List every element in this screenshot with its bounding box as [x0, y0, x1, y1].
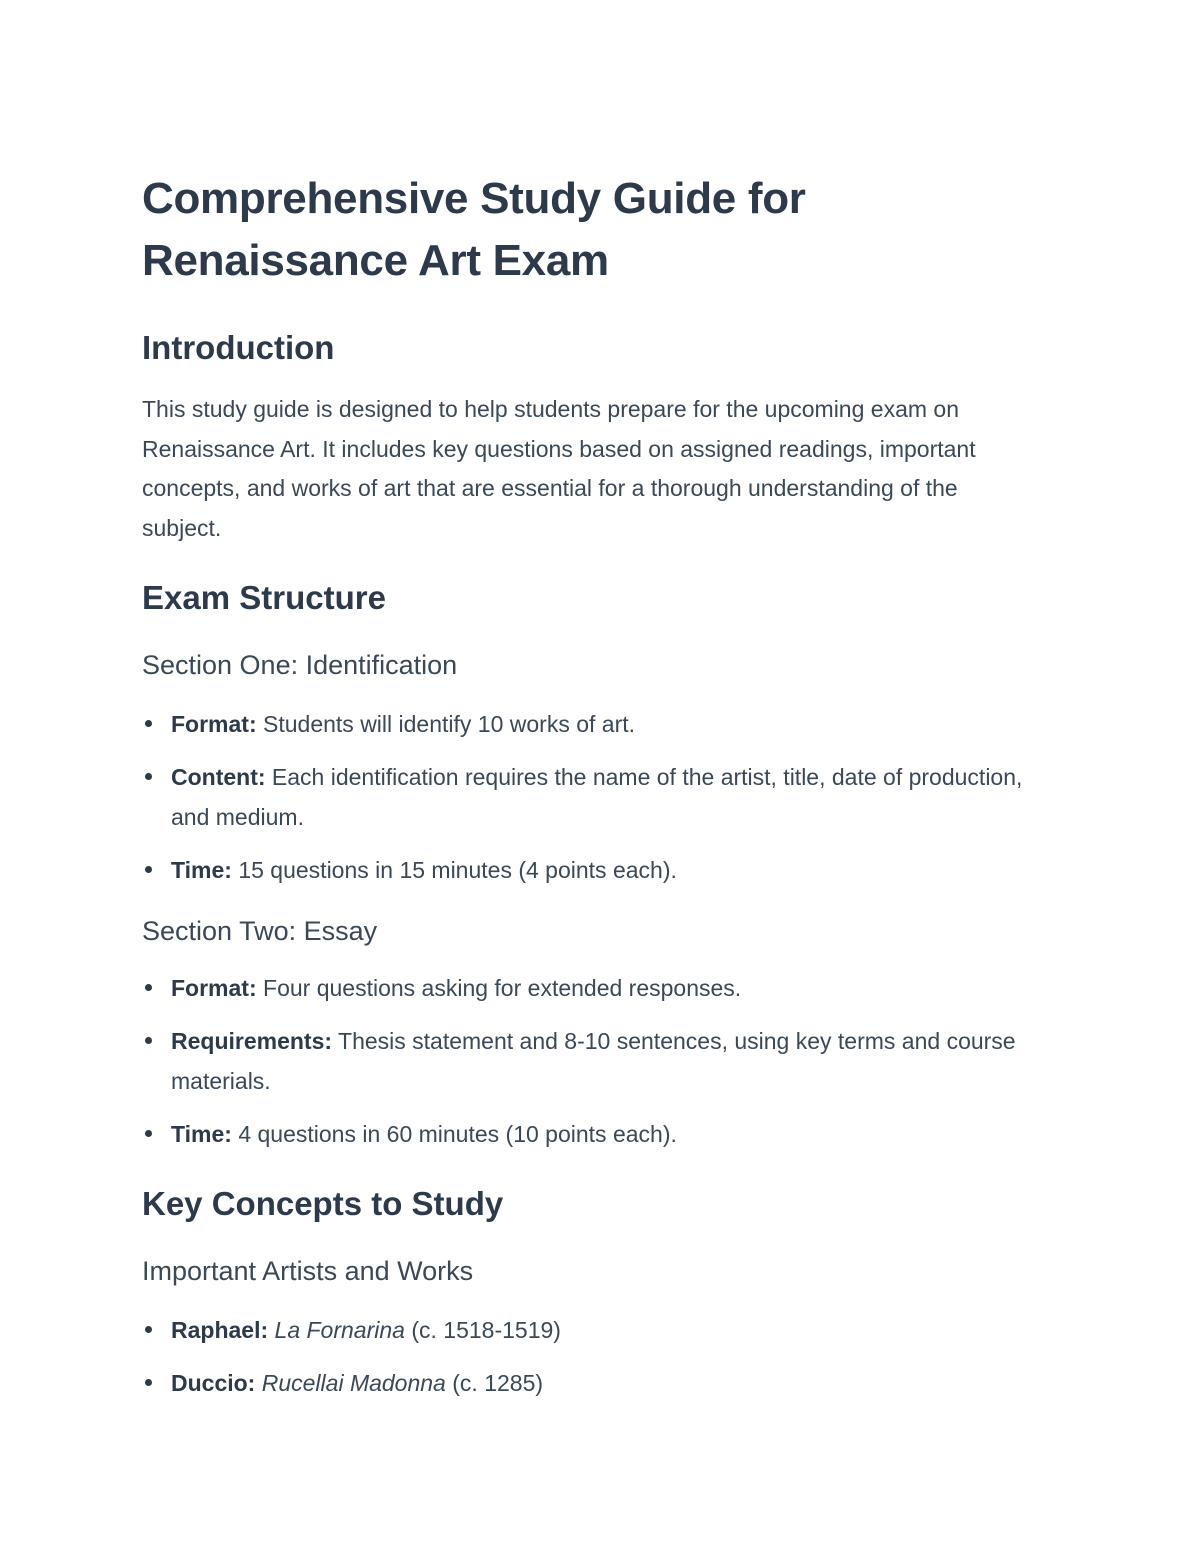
- document-page: [142, 168, 1042, 1403]
- item-label: Time:: [171, 1121, 232, 1147]
- artists-list: [142, 1310, 1042, 1403]
- work-date: (c. 1285): [445, 1370, 544, 1396]
- item-label: Format:: [171, 975, 257, 1001]
- item-label: Requirements:: [171, 1028, 333, 1054]
- item-text: Students will identify 10 works of art.: [256, 711, 636, 737]
- bullet-icon: [145, 1130, 152, 1137]
- bullet-icon: [145, 866, 152, 873]
- list-item: [142, 1363, 1042, 1403]
- bullet-icon: [145, 773, 152, 780]
- list-item: [142, 1114, 1042, 1154]
- item-label: Format:: [171, 711, 257, 737]
- section-two-heading: Section Two: Essay: [142, 916, 378, 946]
- list-item: [142, 850, 1042, 890]
- work-title: La Fornarina: [274, 1317, 405, 1343]
- artist-name: Raphael:: [171, 1317, 269, 1343]
- exam-structure-heading: Exam Structure: [142, 579, 386, 616]
- list-item: [142, 968, 1042, 1008]
- item-text: Each identification requires the name of the artist, title, date of production, and medium.: [171, 764, 1023, 830]
- item-text: 15 questions in 15 minutes (4 points each).: [231, 857, 677, 883]
- bullet-icon: [145, 984, 152, 991]
- bullet-icon: [145, 720, 152, 727]
- introduction-heading: Introduction: [142, 329, 335, 366]
- item-label: Content:: [171, 764, 266, 790]
- document-title: Comprehensive Study Guide for Renaissance Art Exam: [142, 174, 806, 285]
- list-item: [142, 1021, 1042, 1101]
- work-date: (c. 1518-1519): [404, 1317, 561, 1343]
- bullet-icon: [145, 1326, 152, 1333]
- item-label: Time:: [171, 857, 232, 883]
- bullet-icon: [145, 1379, 152, 1386]
- list-item: [142, 704, 1042, 744]
- work-title: Rucellai Madonna: [261, 1370, 446, 1396]
- bullet-icon: [145, 1037, 152, 1044]
- artist-name: Duccio:: [171, 1370, 256, 1396]
- item-text: Four questions asking for extended responses.: [256, 975, 742, 1001]
- section-two-list: [142, 968, 1042, 1154]
- list-item: [142, 1310, 1042, 1350]
- section-one-heading: Section One: Identification: [142, 650, 458, 680]
- list-item: [142, 757, 1042, 837]
- item-text: 4 questions in 60 minutes (10 points each).: [231, 1121, 677, 1147]
- key-concepts-heading: Key Concepts to Study: [142, 1185, 504, 1222]
- artists-heading: Important Artists and Works: [142, 1256, 474, 1286]
- item-text: Thesis statement and 8-10 sentences, using key terms and course materials.: [171, 1028, 1016, 1094]
- section-one-list: [142, 704, 1042, 890]
- introduction-text: This study guide is designed to help students prepare for the upcoming exam on Renaissance Art. It includes key questions based on assigned readings, important concepts, and works of art that are essential for a thorough understanding of the subject.: [142, 396, 976, 541]
